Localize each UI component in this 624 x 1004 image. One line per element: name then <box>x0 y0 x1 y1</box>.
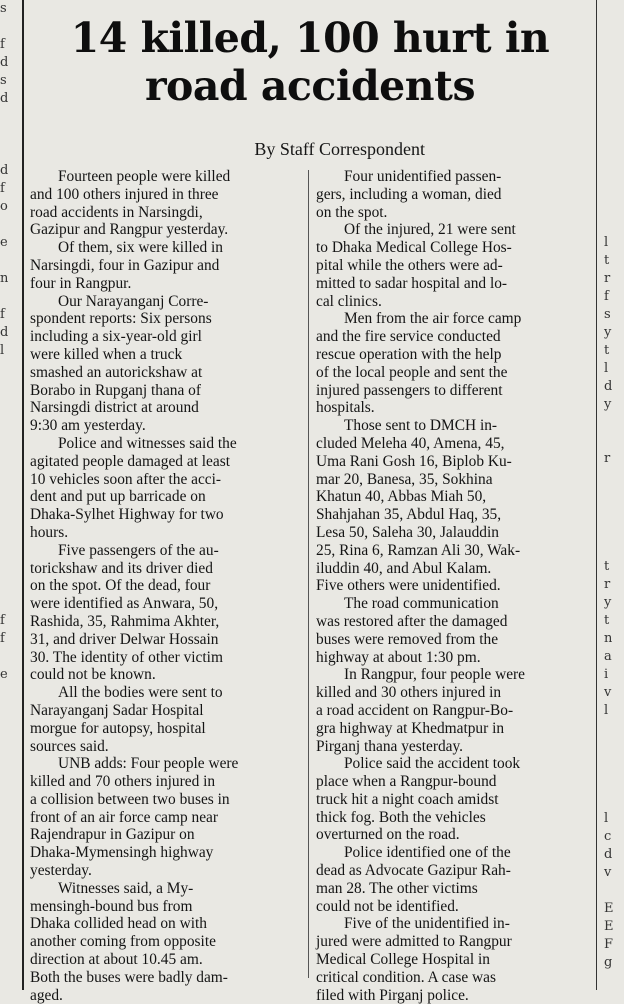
margin-fragment: d <box>0 55 9 70</box>
article-line: man 28. The other victims <box>316 879 478 897</box>
article-line: Borabo in Rupganj thana of <box>30 381 201 399</box>
article-line: mensingh-bound bus from <box>30 897 193 915</box>
margin-fragment <box>0 540 22 558</box>
margin-fragment: f <box>0 613 5 628</box>
article-line: place when a Rangpur-bound <box>316 773 497 791</box>
margin-fragment: d <box>0 163 9 178</box>
article-paragraph <box>316 221 588 310</box>
article-line: thick fog. Both the vehicles <box>316 808 486 826</box>
article-line: agitated people damaged at least <box>30 452 230 470</box>
column-divider-left <box>22 0 24 990</box>
article-line: injured passengers to different <box>316 381 503 399</box>
article-line: road accidents in Narsingdi, <box>30 203 203 221</box>
article-line: overturned on the road. <box>316 826 460 844</box>
article-line: Rashida, 35, Rahmima Akhter, <box>30 612 220 630</box>
article-line: UNB adds: Four people were <box>58 755 239 773</box>
article-line: Medical College Hospital in <box>316 951 490 969</box>
article-line: Five passengers of the au- <box>58 541 219 559</box>
margin-fragment: E <box>604 919 614 934</box>
margin-fragment: t <box>604 613 610 628</box>
article-line: pital while the others were ad- <box>316 256 503 274</box>
margin-fragment: l <box>604 703 609 718</box>
margin-fragment <box>0 108 22 126</box>
article-line: killed and 30 others injured in <box>316 684 502 702</box>
margin-fragment <box>0 648 22 666</box>
article-line: All the bodies were sent to <box>58 684 223 702</box>
article-line: aged. <box>30 986 63 1004</box>
margin-fragment: r <box>604 577 611 592</box>
article-line: 9:30 am yesterday. <box>30 417 146 435</box>
article-paragraph <box>30 542 302 684</box>
margin-fragment <box>0 396 22 414</box>
article-line: Khatun 40, Abbas Miah 50, <box>316 488 487 506</box>
article-line: Fourteen people were killed <box>58 168 231 185</box>
margin-fragment: o <box>0 199 8 214</box>
article-paragraph <box>30 239 302 292</box>
margin-fragment: e <box>0 667 8 682</box>
article-line: truck hit a night coach amidst <box>316 790 499 808</box>
margin-fragment: l <box>604 361 609 376</box>
article-paragraph <box>316 595 588 666</box>
margin-fragment <box>0 594 22 612</box>
byline-text: By Staff Correspondent <box>254 139 425 159</box>
article-line: direction at about 10.45 am. <box>30 951 203 969</box>
margin-fragment: F <box>604 937 614 952</box>
article-paragraph <box>30 168 302 239</box>
article-line: a road accident on Rangpur-Bo- <box>316 701 514 719</box>
article-line: Narayanganj Sadar Hospital <box>30 701 204 719</box>
margin-fragment: v <box>604 865 612 880</box>
margin-fragment: i <box>604 667 609 682</box>
article-line: Men from the air force camp <box>344 310 522 328</box>
column-divider-center <box>308 170 309 978</box>
article-line: and the fire service conducted <box>316 328 501 346</box>
article-line: sources said. <box>30 737 109 755</box>
article-line: Five of the unidentified in- <box>344 915 510 933</box>
margin-fragment <box>0 288 22 306</box>
article-paragraph <box>316 666 588 755</box>
article-line: filed with Pirganj police. <box>316 986 469 1004</box>
margin-fragment: f <box>0 307 5 322</box>
margin-fragment: y <box>604 595 612 610</box>
article-line: Dhaka collided head on with <box>30 915 207 933</box>
article-line: killed and 70 others injured in <box>30 773 216 791</box>
margin-fragment: s <box>0 1 7 16</box>
article-line: were killed when a truck <box>30 345 183 363</box>
margin-fragment: f <box>0 631 5 646</box>
article-paragraph <box>316 844 588 915</box>
article-line: spondent reports: Six persons <box>30 310 212 328</box>
article-line: Police identified one of the <box>344 844 511 862</box>
margin-fragment: c <box>604 829 612 844</box>
article-line: Dhaka-Mymensingh highway <box>30 844 214 862</box>
article-line: Dhaka-Sylhet Highway for two <box>30 506 224 524</box>
article-line: Narsingdi, four in Gazipur and <box>30 256 220 274</box>
margin-fragment: r <box>604 271 611 286</box>
article-line: Of the injured, 21 were sent <box>344 221 516 239</box>
article-line: 25, Rina 6, Ramzan Ali 30, Wak- <box>316 541 521 559</box>
article-line: could not be known. <box>30 666 156 684</box>
article-paragraph <box>30 435 302 542</box>
article-line: to Dhaka Medical College Hos- <box>316 239 512 257</box>
article-line: and 100 others injured in three <box>30 185 219 203</box>
article-paragraph <box>30 755 302 880</box>
article-line: Gazipur and Rangpur yesterday. <box>30 221 229 239</box>
margin-fragment: t <box>604 253 610 268</box>
article-line: Narsingdi district at around <box>30 399 199 417</box>
article-line: Shahjahan 35, Abdul Haq, 35, <box>316 506 502 524</box>
article-line: Those sent to DMCH in- <box>344 417 498 435</box>
margin-fragment <box>0 252 22 270</box>
headline <box>30 14 590 110</box>
article-line: including a six-year-old girl <box>30 328 202 346</box>
margin-fragment: f <box>0 181 5 196</box>
article-line: Both the buses were badly dam- <box>30 968 228 986</box>
adjacent-column-fragment-left <box>0 0 22 990</box>
article-line: Four unidentified passen- <box>344 168 502 185</box>
margin-fragment: l <box>604 235 609 250</box>
article-line: In Rangpur, four people were <box>344 666 526 684</box>
article-line: mitted to sadar hospital and lo- <box>316 274 508 292</box>
article-line: yesterday. <box>30 862 92 880</box>
article-paragraph <box>30 880 302 1004</box>
margin-fragment: t <box>604 343 610 358</box>
article-line: Lesa 50, Saleha 30, Jalauddin <box>316 523 499 541</box>
article-line: mar 20, Banesa, 35, Sokhina <box>316 470 493 488</box>
article-line: another coming from opposite <box>30 933 216 951</box>
article-line: four in Rangpur. <box>30 274 132 292</box>
article-line: of the local people and sent the <box>316 363 508 381</box>
margin-fragment: l <box>0 343 5 358</box>
margin-fragment: y <box>604 325 612 340</box>
margin-fragment <box>0 468 22 486</box>
article-paragraph <box>30 684 302 755</box>
article-line: could not be identified. <box>316 897 459 915</box>
article-line: hospitals. <box>316 399 375 417</box>
article-line: highway at about 1:30 pm. <box>316 648 481 666</box>
margin-fragment: g <box>604 955 613 970</box>
article-line: on the spot. <box>316 203 388 221</box>
article-line: Uma Rani Gosh 16, Biplob Ku- <box>316 452 512 470</box>
article-line: Police and witnesses said the <box>58 434 237 452</box>
article-line: dent and put up barricade on <box>30 488 206 506</box>
margin-fragment: s <box>0 73 7 88</box>
article-line: jured were admitted to Rangpur <box>316 933 512 951</box>
article-line: Pirganj thana yesterday. <box>316 737 464 755</box>
margin-fragment: d <box>604 847 613 862</box>
margin-fragment <box>0 504 22 522</box>
article-line: 30. The identity of other victim <box>30 648 223 666</box>
margin-fragment: d <box>604 379 613 394</box>
article-line: Of them, six were killed in <box>58 239 223 257</box>
article-line: was restored after the damaged <box>316 612 508 630</box>
margin-fragment: E <box>604 901 614 916</box>
article-line: morgue for autopsy, hospital <box>30 719 206 737</box>
headline-line: 14 killed, 100 hurt in <box>70 14 550 62</box>
article-line: torickshaw and its driver died <box>30 559 213 577</box>
margin-fragment: t <box>604 559 610 574</box>
article-line: gra highway at Khedmatpur in <box>316 719 505 737</box>
article-line: Rajendrapur in Gazipur on <box>30 826 195 844</box>
margin-fragment: f <box>604 289 609 304</box>
margin-fragment <box>0 432 22 450</box>
margin-fragment: e <box>0 235 8 250</box>
margin-fragment: d <box>0 325 9 340</box>
article-line: front of an air force camp near <box>30 808 219 826</box>
margin-fragment <box>0 18 22 36</box>
margin-fragment <box>0 144 22 162</box>
article-line: 31, and driver Delwar Hossain <box>30 630 219 648</box>
margin-fragment: n <box>0 271 9 286</box>
margin-fragment <box>0 378 22 396</box>
article-line: smashed an autorickshaw at <box>30 363 203 381</box>
margin-fragment: v <box>604 685 612 700</box>
article-line: a collision between two buses in <box>30 790 230 808</box>
article-paragraph <box>316 417 588 595</box>
article-paragraph <box>30 293 302 435</box>
article-line: Our Narayanganj Corre- <box>58 292 209 310</box>
article-line: were identified as Anwara, 50, <box>30 595 219 613</box>
margin-fragment: s <box>604 307 611 322</box>
article-line: gers, including a woman, died <box>316 185 502 203</box>
article-line: dead as Advocate Gazipur Rah- <box>316 862 511 880</box>
margin-fragment <box>0 576 22 594</box>
margin-fragment <box>0 216 22 234</box>
article-column-left <box>30 168 302 1004</box>
article-column-right <box>316 168 588 1004</box>
margin-fragment <box>0 126 22 144</box>
article-paragraph <box>316 915 588 1004</box>
margin-fragment <box>0 414 22 432</box>
margin-fragment <box>0 450 22 468</box>
article-paragraph <box>316 310 588 417</box>
margin-fragment <box>0 558 22 576</box>
margin-fragment <box>0 486 22 504</box>
article-line: Witnesses said, a My- <box>58 879 194 897</box>
article-line: critical condition. A case was <box>316 968 496 986</box>
adjacent-column-fragment-right <box>598 0 624 990</box>
article-line: on the spot. Of the dead, four <box>30 577 211 595</box>
article-line: hours. <box>30 523 69 541</box>
margin-fragment: y <box>604 397 612 412</box>
byline <box>40 139 580 160</box>
article-paragraph <box>316 168 588 221</box>
article-line: Five others were unidentified. <box>316 577 501 595</box>
article-line: cal clinics. <box>316 292 382 310</box>
headline-line: road accidents <box>144 62 476 110</box>
margin-fragment: r <box>604 451 611 466</box>
margin-fragment: d <box>0 91 9 106</box>
article-line: Police said the accident took <box>344 755 521 773</box>
article-paragraph <box>316 755 588 844</box>
margin-fragment <box>0 522 22 540</box>
article-line: rescue operation with the help <box>316 345 502 363</box>
article-line: cluded Meleha 40, Amena, 45, <box>316 434 505 452</box>
margin-fragment: l <box>604 811 609 826</box>
margin-fragment: f <box>0 37 5 52</box>
article-line: The road communication <box>344 595 499 613</box>
margin-fragment <box>0 360 22 378</box>
margin-fragment: n <box>604 631 613 646</box>
column-divider-right <box>596 0 597 990</box>
article-line: iluddin 40, and Abul Kalam. <box>316 559 492 577</box>
article-line: buses were removed from the <box>316 630 499 648</box>
article-line: 10 vehicles soon after the acci- <box>30 470 222 488</box>
margin-fragment: a <box>604 649 612 664</box>
